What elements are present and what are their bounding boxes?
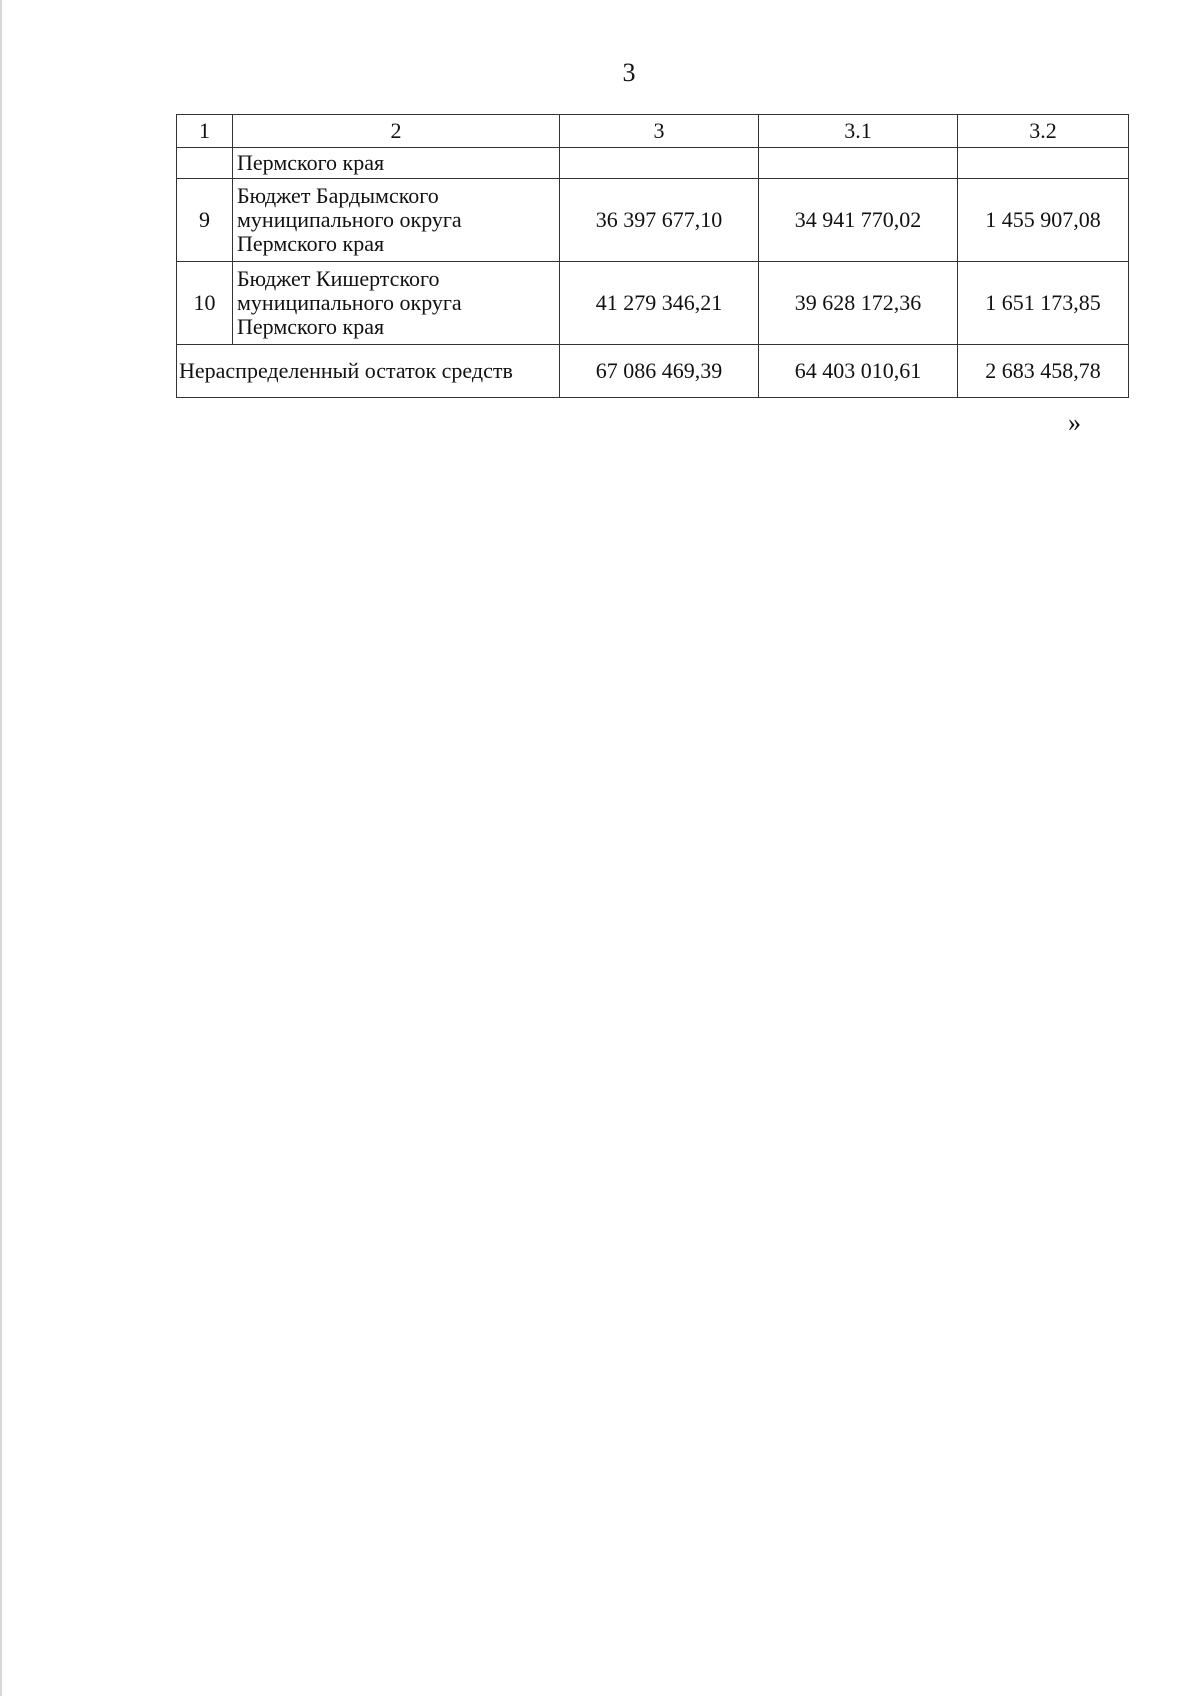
value-col-3-1: 34 941 770,02 [759, 179, 958, 262]
row-number: 10 [177, 262, 233, 345]
row-name-line: Бюджет Бардымского [237, 183, 439, 208]
value-col-3-2: 1 651 173,85 [958, 262, 1129, 345]
row-number: 9 [177, 179, 233, 262]
value-col-3-2: 1 455 907,08 [958, 179, 1129, 262]
table-total-row [177, 345, 1129, 398]
total-col-3: 67 086 469,39 [560, 345, 759, 398]
column-header: 1 [177, 115, 233, 148]
budget-distribution-table [176, 114, 1129, 398]
scan-edge [0, 0, 2, 1696]
row-name [233, 179, 560, 262]
column-header: 3 [560, 115, 759, 148]
value-col-3: 36 397 677,10 [560, 179, 759, 262]
value-col-3-2 [958, 148, 1129, 179]
column-header: 3.2 [958, 115, 1129, 148]
total-label: Нераспределенный остаток средств [177, 345, 560, 398]
value-col-3-1: 39 628 172,36 [759, 262, 958, 345]
row-name: Пермского края [233, 148, 560, 179]
row-name-line: Пермского края [237, 314, 385, 339]
row-name-line: Пермского края [237, 231, 385, 256]
table-header-row [177, 115, 1129, 148]
table-row-continuation [177, 148, 1129, 179]
table-row [177, 179, 1129, 262]
table-row [177, 262, 1129, 345]
row-name-line: муниципального округа [237, 290, 462, 315]
page-number: 3 [622, 58, 636, 87]
row-number [177, 148, 233, 179]
total-col-3-1: 64 403 010,61 [759, 345, 958, 398]
value-col-3: 41 279 346,21 [560, 262, 759, 345]
value-col-3 [560, 148, 759, 179]
row-name-line: Бюджет Кишертского [237, 266, 440, 291]
row-name [233, 262, 560, 345]
total-col-3-2: 2 683 458,78 [958, 345, 1129, 398]
column-header: 3.1 [759, 115, 958, 148]
row-name-line: муниципального округа [237, 207, 462, 232]
column-header: 2 [233, 115, 560, 148]
closing-quote-mark: » [1068, 408, 1081, 437]
value-col-3-1 [759, 148, 958, 179]
